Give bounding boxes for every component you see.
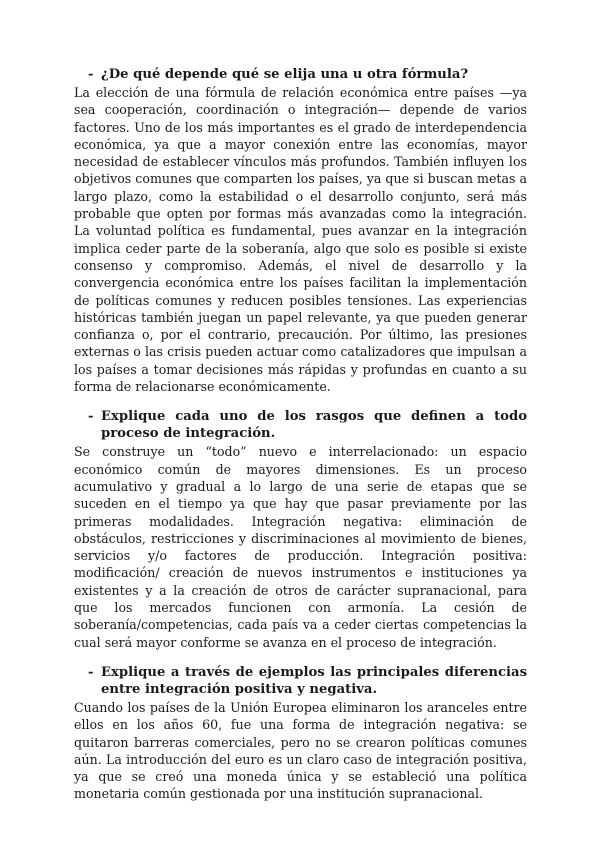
question-heading-2 [74, 408, 527, 442]
question-heading-3 [74, 664, 527, 698]
question-heading-1 [74, 66, 527, 83]
answer-paragraph-2: Se construye un “todo” nuevo e interrelacionado: un espacio económico común de mayores dimensiones. Es un proceso acumulativo y gradual a lo largo de una serie de etapas que se suceden en el tiempo ya que hay que pasar previamente por las primeras modalidades. Integración negativa: eliminación de obstáculos, restricciones y discriminaciones al movimiento de bienes, servicios y/o factores de producción. Integración positiva: modificación/ creación de nuevos instrumentos e instituciones ya existentes y a la creación de otros de carácter supranacional, para que los mercados funcionen con armonía. La cesión de soberanía/competencias, cada país va a ceder ciertas competencias la cual será mayor conforme se avanza en el proceso de integración. [74, 444, 527, 650]
answer-paragraph-3: Cuando los países de la Unión Europea eliminaron los aranceles entre ellos en los años 60, fue una forma de integración negativa: se quitaron barreras comerciales, pero no se crearon políticas comunes aún. La introducción del euro es un claro caso de integración positiva, ya que se creó una moneda única y se estableció una política monetaria común gestionada por una institución supranacional. [74, 699, 527, 802]
answer-paragraph-1: La elección de una fórmula de relación económica entre países —ya sea cooperación, coordinación o integración— depende de varios factores. Uno de los más importantes es el grado de interdependencia económica, ya que a mayor conexión entre las economías, mayor necesidad de establecer vínculos más profundos. También influyen los objetivos comunes que comparten los países, ya que si buscan metas a largo plazo, como la estabilidad o el desarrollo conjunto, será más probable que opten por formas más avanzadas como la integración. La voluntad política es fundamental, pues avanzar en la integración implica ceder parte de la soberanía, algo que solo es posible si existe consenso y compromiso. Además, el nivel de desarrollo y la convergencia económica entre los países facilitan la implementación de políticas comunes y reducen posibles tensiones. Las experiencias históricas también juegan un papel relevante, ya que pueden generar confianza o, por el contrario, precaución. Por último, las presiones externas o las crisis pueden actuar como catalizadores que impulsan a los países a tomar decisiones más rápidas y profundas en cuanto a su forma de relacionarse económicamente. [74, 85, 527, 395]
document-page [74, 66, 527, 803]
question-text: Explique cada uno de los rasgos que definen a todo proceso de integración. [101, 409, 527, 442]
bullet-dash: - [88, 409, 94, 425]
bullet-dash: - [88, 67, 94, 82]
section-3 [74, 664, 527, 803]
section-1 [74, 66, 527, 395]
section-2 [74, 408, 527, 651]
question-text: ¿De qué depende qué se elija una u otra fórmula? [101, 67, 469, 82]
bullet-dash: - [88, 664, 94, 680]
question-text: Explique a través de ejemplos las principales diferencias entre integración positiva y negativa. [101, 664, 527, 697]
